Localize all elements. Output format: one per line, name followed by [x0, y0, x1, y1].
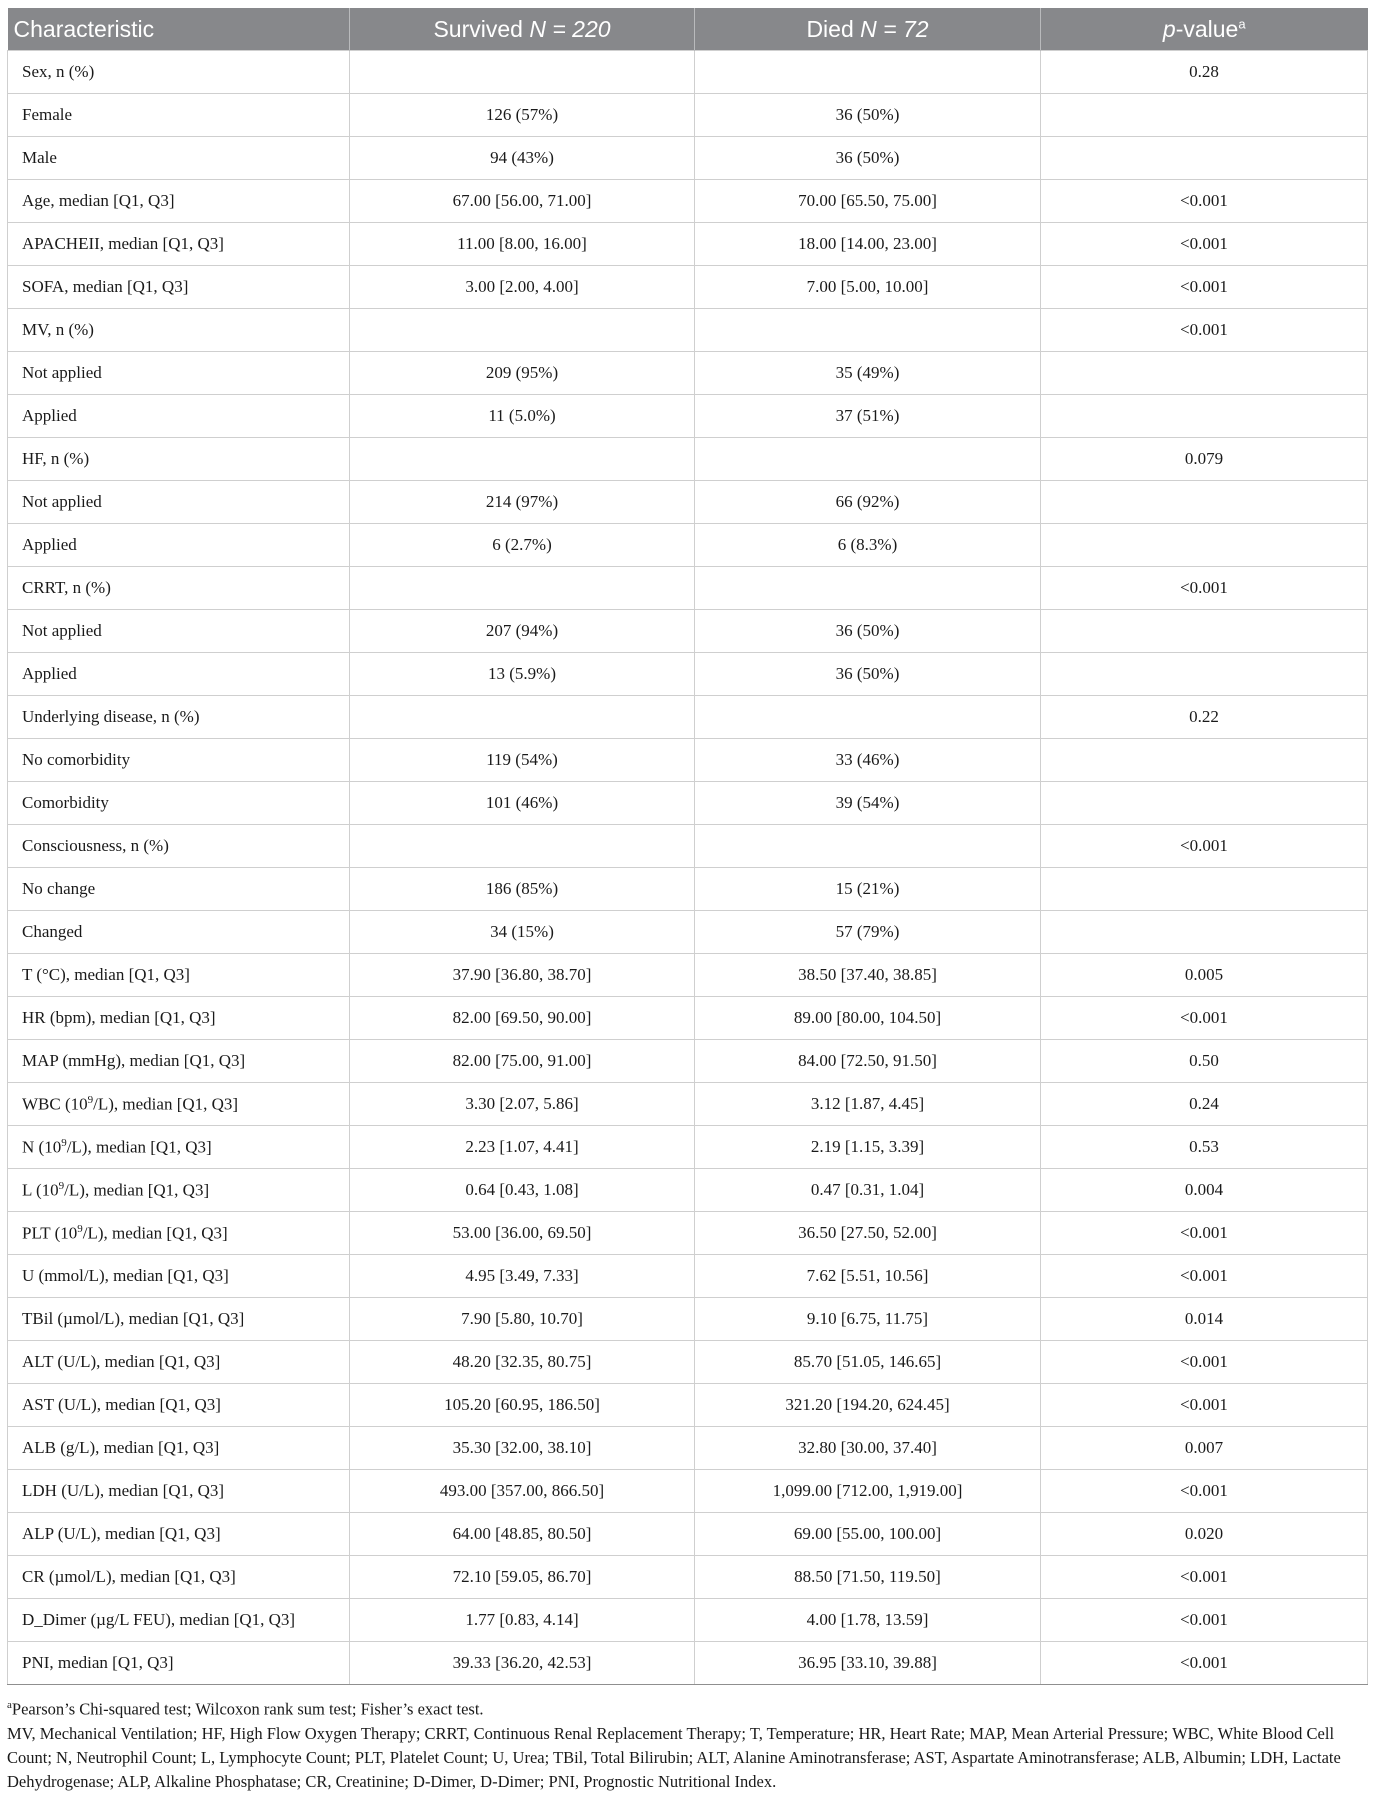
cell-p-value: 0.020	[1041, 1513, 1368, 1556]
cell-characteristic	[8, 1599, 350, 1642]
characteristic-label: Not applied	[22, 363, 102, 382]
cell-survived: 126 (57%)	[350, 94, 695, 137]
cell-p-value	[1041, 352, 1368, 395]
cell-characteristic	[8, 739, 350, 782]
characteristic-label: SOFA, median [Q1, Q3]	[22, 277, 189, 296]
header-survived-label: Survived	[433, 15, 523, 42]
cell-died	[695, 696, 1041, 739]
cell-characteristic	[8, 51, 350, 94]
table-row	[8, 610, 1368, 653]
cell-died: 36.50 [27.50, 52.00]	[695, 1212, 1041, 1255]
characteristic-label: Changed	[22, 922, 83, 941]
cell-died: 0.47 [0.31, 1.04]	[695, 1169, 1041, 1212]
cell-p-value: <0.001	[1041, 266, 1368, 309]
cell-p-value: <0.001	[1041, 825, 1368, 868]
cell-survived: 186 (85%)	[350, 868, 695, 911]
cell-characteristic	[8, 524, 350, 567]
cell-survived: 0.64 [0.43, 1.08]	[350, 1169, 695, 1212]
cell-survived: 207 (94%)	[350, 610, 695, 653]
cell-p-value: <0.001	[1041, 309, 1368, 352]
cell-p-value	[1041, 782, 1368, 825]
table-footnotes	[7, 1693, 1367, 1794]
characteristic-label-rest: /L), median [Q1, Q3]	[66, 1137, 212, 1157]
cell-died: 33 (46%)	[695, 739, 1041, 782]
table-row	[8, 1427, 1368, 1470]
cell-p-value: <0.001	[1041, 1642, 1368, 1685]
cell-survived: 34 (15%)	[350, 911, 695, 954]
cell-died: 15 (21%)	[695, 868, 1041, 911]
cell-characteristic	[8, 1298, 350, 1341]
table-row	[8, 180, 1368, 223]
table-row	[8, 1513, 1368, 1556]
cell-characteristic	[8, 395, 350, 438]
cell-survived: 37.90 [36.80, 38.70]	[350, 954, 695, 997]
cell-characteristic	[8, 1169, 350, 1212]
cell-characteristic	[8, 868, 350, 911]
table-row	[8, 696, 1368, 739]
footnote-a	[7, 1693, 1367, 1722]
header-p-sup: a	[1238, 15, 1246, 31]
cell-died: 36.95 [33.10, 39.88]	[695, 1642, 1041, 1685]
cell-p-value: 0.22	[1041, 696, 1368, 739]
cell-characteristic	[8, 653, 350, 696]
cell-p-value	[1041, 524, 1368, 567]
characteristic-label: Applied	[22, 406, 77, 425]
cell-died: 35 (49%)	[695, 352, 1041, 395]
characteristic-label: Applied	[22, 664, 77, 683]
cell-characteristic	[8, 223, 350, 266]
characteristic-label: TBil (µmol/L), median [Q1, Q3]	[22, 1309, 245, 1328]
characteristic-label: APACHEII, median [Q1, Q3]	[22, 234, 224, 253]
table-container	[7, 8, 1367, 1794]
cell-characteristic	[8, 1427, 350, 1470]
characteristic-label: Comorbidity	[22, 793, 109, 812]
cell-survived: 11.00 [8.00, 16.00]	[350, 223, 695, 266]
cell-died	[695, 309, 1041, 352]
characteristic-label: No change	[22, 879, 96, 898]
cell-survived: 13 (5.9%)	[350, 653, 695, 696]
table-row	[8, 395, 1368, 438]
cell-survived	[350, 696, 695, 739]
characteristic-label: WBC (10	[22, 1094, 88, 1114]
cell-died: 69.00 [55.00, 100.00]	[695, 1513, 1041, 1556]
cell-died: 6 (8.3%)	[695, 524, 1041, 567]
characteristic-label: PNI, median [Q1, Q3]	[22, 1653, 174, 1672]
cell-characteristic	[8, 1212, 350, 1255]
cell-survived: 72.10 [59.05, 86.70]	[350, 1556, 695, 1599]
table-row	[8, 266, 1368, 309]
cell-characteristic	[8, 309, 350, 352]
table-row	[8, 911, 1368, 954]
cell-survived	[350, 825, 695, 868]
cell-died: 9.10 [6.75, 11.75]	[695, 1298, 1041, 1341]
cell-died: 84.00 [72.50, 91.50]	[695, 1040, 1041, 1083]
header-p-value	[1041, 8, 1368, 51]
cell-died	[695, 567, 1041, 610]
table-row	[8, 567, 1368, 610]
table-row	[8, 137, 1368, 180]
cell-p-value: 0.28	[1041, 51, 1368, 94]
cell-characteristic	[8, 610, 350, 653]
header-p-rest: -value	[1175, 15, 1239, 42]
cell-died: 7.00 [5.00, 10.00]	[695, 266, 1041, 309]
cell-p-value: <0.001	[1041, 567, 1368, 610]
footnote-a-marker: a	[7, 1699, 12, 1711]
cell-characteristic	[8, 825, 350, 868]
table-row	[8, 653, 1368, 696]
cell-characteristic	[8, 1126, 350, 1169]
table-row	[8, 223, 1368, 266]
characteristic-label: AST (U/L), median [Q1, Q3]	[22, 1395, 221, 1414]
cell-characteristic	[8, 94, 350, 137]
cell-characteristic	[8, 137, 350, 180]
characteristic-label: Not applied	[22, 621, 102, 640]
cell-died: 2.19 [1.15, 3.39]	[695, 1126, 1041, 1169]
table-row	[8, 51, 1368, 94]
cell-p-value: <0.001	[1041, 1599, 1368, 1642]
table-row	[8, 524, 1368, 567]
cell-p-value	[1041, 739, 1368, 782]
table-row	[8, 825, 1368, 868]
cell-survived: 35.30 [32.00, 38.10]	[350, 1427, 695, 1470]
cell-p-value: <0.001	[1041, 1384, 1368, 1427]
table-row	[8, 739, 1368, 782]
cell-survived: 6 (2.7%)	[350, 524, 695, 567]
cell-characteristic	[8, 1513, 350, 1556]
cell-survived: 82.00 [69.50, 90.00]	[350, 997, 695, 1040]
table-row	[8, 1556, 1368, 1599]
characteristic-label: PLT (10	[22, 1223, 78, 1243]
header-died	[695, 8, 1041, 51]
cell-died: 38.50 [37.40, 38.85]	[695, 954, 1041, 997]
characteristic-label: ALB (g/L), median [Q1, Q3]	[22, 1438, 220, 1457]
characteristic-label: Female	[22, 105, 73, 124]
cell-characteristic	[8, 1642, 350, 1685]
cell-survived: 2.23 [1.07, 4.41]	[350, 1126, 695, 1169]
cell-p-value: 0.004	[1041, 1169, 1368, 1212]
header-survived-n: N = 220	[529, 15, 611, 42]
cell-died: 57 (79%)	[695, 911, 1041, 954]
cell-survived	[350, 309, 695, 352]
table-row	[8, 481, 1368, 524]
cell-characteristic	[8, 1556, 350, 1599]
cell-survived: 105.20 [60.95, 186.50]	[350, 1384, 695, 1427]
header-characteristic	[8, 8, 350, 51]
cell-survived	[350, 567, 695, 610]
cell-died: 36 (50%)	[695, 653, 1041, 696]
cell-p-value: 0.24	[1041, 1083, 1368, 1126]
cell-p-value	[1041, 911, 1368, 954]
table-header-row	[8, 8, 1368, 51]
cell-died: 88.50 [71.50, 119.50]	[695, 1556, 1041, 1599]
cell-died: 321.20 [194.20, 624.45]	[695, 1384, 1041, 1427]
cell-characteristic	[8, 911, 350, 954]
cell-p-value: 0.014	[1041, 1298, 1368, 1341]
characteristic-label: L (10	[22, 1180, 59, 1200]
cell-p-value: 0.50	[1041, 1040, 1368, 1083]
cell-survived	[350, 438, 695, 481]
cell-died: 70.00 [65.50, 75.00]	[695, 180, 1041, 223]
cell-p-value	[1041, 94, 1368, 137]
table-row	[8, 352, 1368, 395]
header-died-label: Died	[806, 15, 854, 42]
cell-died: 1,099.00 [712.00, 1,919.00]	[695, 1470, 1041, 1513]
cell-characteristic	[8, 782, 350, 825]
header-died-n: N = 72	[860, 15, 929, 42]
cell-died: 3.12 [1.87, 4.45]	[695, 1083, 1041, 1126]
cell-survived: 493.00 [357.00, 866.50]	[350, 1470, 695, 1513]
characteristic-superscript: 9	[61, 1136, 67, 1149]
cell-died: 4.00 [1.78, 13.59]	[695, 1599, 1041, 1642]
cell-died: 36 (50%)	[695, 610, 1041, 653]
cell-survived: 53.00 [36.00, 69.50]	[350, 1212, 695, 1255]
cell-p-value: 0.005	[1041, 954, 1368, 997]
characteristic-label-rest: /L), median [Q1, Q3]	[82, 1223, 228, 1243]
cell-characteristic	[8, 1083, 350, 1126]
cell-p-value	[1041, 395, 1368, 438]
table-row	[8, 1126, 1368, 1169]
cell-survived: 3.00 [2.00, 4.00]	[350, 266, 695, 309]
cell-survived: 3.30 [2.07, 5.86]	[350, 1083, 695, 1126]
cell-died: 66 (92%)	[695, 481, 1041, 524]
table-body	[8, 51, 1368, 1685]
cell-survived: 214 (97%)	[350, 481, 695, 524]
cell-died: 37 (51%)	[695, 395, 1041, 438]
cell-died: 36 (50%)	[695, 137, 1041, 180]
characteristic-label: Underlying disease, n (%)	[22, 707, 200, 726]
characteristic-label-rest: /L), median [Q1, Q3]	[93, 1094, 239, 1114]
characteristic-label: Applied	[22, 535, 77, 554]
header-characteristic-label: Characteristic	[13, 15, 155, 42]
table-row	[8, 1255, 1368, 1298]
characteristic-label: Male	[22, 148, 57, 167]
cell-p-value: <0.001	[1041, 180, 1368, 223]
table-row	[8, 782, 1368, 825]
table-row	[8, 1599, 1368, 1642]
cell-p-value: <0.001	[1041, 1255, 1368, 1298]
characteristic-label-rest: /L), median [Q1, Q3]	[64, 1180, 210, 1200]
table-row	[8, 1384, 1368, 1427]
cell-p-value: <0.001	[1041, 1341, 1368, 1384]
characteristic-label: ALP (U/L), median [Q1, Q3]	[22, 1524, 221, 1543]
characteristic-label: No comorbidity	[22, 750, 131, 769]
cell-p-value: <0.001	[1041, 997, 1368, 1040]
characteristic-superscript: 9	[87, 1093, 94, 1106]
cell-died: 7.62 [5.51, 10.56]	[695, 1255, 1041, 1298]
characteristic-label: CR (µmol/L), median [Q1, Q3]	[22, 1567, 236, 1586]
table-row	[8, 1083, 1368, 1126]
characteristic-label: LDH (U/L), median [Q1, Q3]	[22, 1481, 225, 1500]
cell-p-value: <0.001	[1041, 1470, 1368, 1513]
cell-characteristic	[8, 438, 350, 481]
characteristic-label: Age, median [Q1, Q3]	[22, 191, 175, 210]
characteristic-label: HF, n (%)	[22, 449, 90, 468]
table-row	[8, 309, 1368, 352]
cell-p-value	[1041, 653, 1368, 696]
table-row	[8, 1212, 1368, 1255]
cell-died: 89.00 [80.00, 104.50]	[695, 997, 1041, 1040]
cell-survived: 67.00 [56.00, 71.00]	[350, 180, 695, 223]
cell-survived: 7.90 [5.80, 10.70]	[350, 1298, 695, 1341]
cell-p-value: <0.001	[1041, 223, 1368, 266]
table-row	[8, 94, 1368, 137]
characteristic-label: ALT (U/L), median [Q1, Q3]	[22, 1352, 221, 1371]
cell-died	[695, 438, 1041, 481]
cell-died: 85.70 [51.05, 146.65]	[695, 1341, 1041, 1384]
cell-characteristic	[8, 567, 350, 610]
characteristic-label: HR (bpm), median [Q1, Q3]	[22, 1008, 216, 1027]
characteristic-label: U (mmol/L), median [Q1, Q3]	[22, 1266, 229, 1285]
footnote-abbreviations: MV, Mechanical Ventilation; HF, High Flow Oxygen Therapy; CRRT, Continuous Renal Replacement Therapy; T, Temperature; HR, Heart Rate; MAP, Mean Arterial Pressure; WBC, White Blood Cell Count; N, Neutrophil Count; L, Lymphocyte Count; PLT, Platelet Count; U, Urea; TBil, Total Bilirubin; ALT, Alanine Aminotransferase; AST, Aspartate Aminotransferase; ALB, Albumin; LDH, Lactate Dehydrogenase; ALP, Alkaline Phosphatase; CR, Creatinine; D-Dimer, D-Dimer; PNI, Prognostic Nutritional Index.	[7, 1723, 1341, 1791]
table-row	[8, 1642, 1368, 1685]
cell-p-value: 0.079	[1041, 438, 1368, 481]
characteristic-label: MAP (mmHg), median [Q1, Q3]	[22, 1051, 246, 1070]
cell-characteristic	[8, 180, 350, 223]
cell-survived: 1.77 [0.83, 4.14]	[350, 1599, 695, 1642]
cell-characteristic	[8, 1255, 350, 1298]
cell-died: 18.00 [14.00, 23.00]	[695, 223, 1041, 266]
characteristic-label: CRRT, n (%)	[22, 578, 111, 597]
table-row	[8, 1040, 1368, 1083]
cell-p-value: 0.007	[1041, 1427, 1368, 1470]
cell-characteristic	[8, 1040, 350, 1083]
table-row	[8, 1169, 1368, 1212]
table-row	[8, 438, 1368, 481]
table-row	[8, 868, 1368, 911]
cell-survived: 101 (46%)	[350, 782, 695, 825]
cell-survived: 209 (95%)	[350, 352, 695, 395]
table-row	[8, 1470, 1368, 1513]
characteristic-superscript: 9	[77, 1222, 83, 1235]
characteristic-label: MV, n (%)	[22, 320, 94, 339]
cell-survived: 94 (43%)	[350, 137, 695, 180]
cell-died: 36 (50%)	[695, 94, 1041, 137]
cell-p-value: <0.001	[1041, 1212, 1368, 1255]
cell-survived: 11 (5.0%)	[350, 395, 695, 438]
cell-died: 32.80 [30.00, 37.40]	[695, 1427, 1041, 1470]
characteristic-superscript: 9	[58, 1179, 65, 1192]
cell-p-value	[1041, 137, 1368, 180]
cell-characteristic	[8, 266, 350, 309]
table-row	[8, 1341, 1368, 1384]
characteristic-label: T (°C), median [Q1, Q3]	[22, 965, 190, 984]
table-row	[8, 997, 1368, 1040]
table-row	[8, 954, 1368, 997]
cell-characteristic	[8, 1384, 350, 1427]
table-row	[8, 1298, 1368, 1341]
cell-characteristic	[8, 352, 350, 395]
cell-characteristic	[8, 481, 350, 524]
cell-survived: 64.00 [48.85, 80.50]	[350, 1513, 695, 1556]
cell-survived: 39.33 [36.20, 42.53]	[350, 1642, 695, 1685]
cell-died: 39 (54%)	[695, 782, 1041, 825]
characteristic-label: D_Dimer (µg/L FEU), median [Q1, Q3]	[22, 1610, 296, 1629]
cell-survived: 82.00 [75.00, 91.00]	[350, 1040, 695, 1083]
characteristic-label: Sex, n (%)	[22, 62, 95, 81]
cell-p-value: 0.53	[1041, 1126, 1368, 1169]
characteristic-label: N (10	[22, 1137, 62, 1157]
cell-characteristic	[8, 954, 350, 997]
cell-survived: 4.95 [3.49, 7.33]	[350, 1255, 695, 1298]
cell-survived: 48.20 [32.35, 80.75]	[350, 1341, 695, 1384]
characteristic-label: Consciousness, n (%)	[22, 836, 169, 855]
header-survived	[350, 8, 695, 51]
characteristics-table	[7, 8, 1368, 1685]
cell-p-value	[1041, 610, 1368, 653]
cell-characteristic	[8, 1341, 350, 1384]
cell-p-value: <0.001	[1041, 1556, 1368, 1599]
cell-p-value	[1041, 868, 1368, 911]
footnote-a-text: Pearson’s Chi-squared test; Wilcoxon rank sum test; Fisher’s exact test.	[11, 1699, 484, 1719]
cell-characteristic	[8, 997, 350, 1040]
cell-p-value	[1041, 481, 1368, 524]
cell-died	[695, 51, 1041, 94]
characteristic-label: Not applied	[22, 492, 102, 511]
cell-survived	[350, 51, 695, 94]
header-p-italic: p	[1162, 15, 1176, 42]
cell-died	[695, 825, 1041, 868]
cell-characteristic	[8, 1470, 350, 1513]
cell-characteristic	[8, 696, 350, 739]
cell-survived: 119 (54%)	[350, 739, 695, 782]
